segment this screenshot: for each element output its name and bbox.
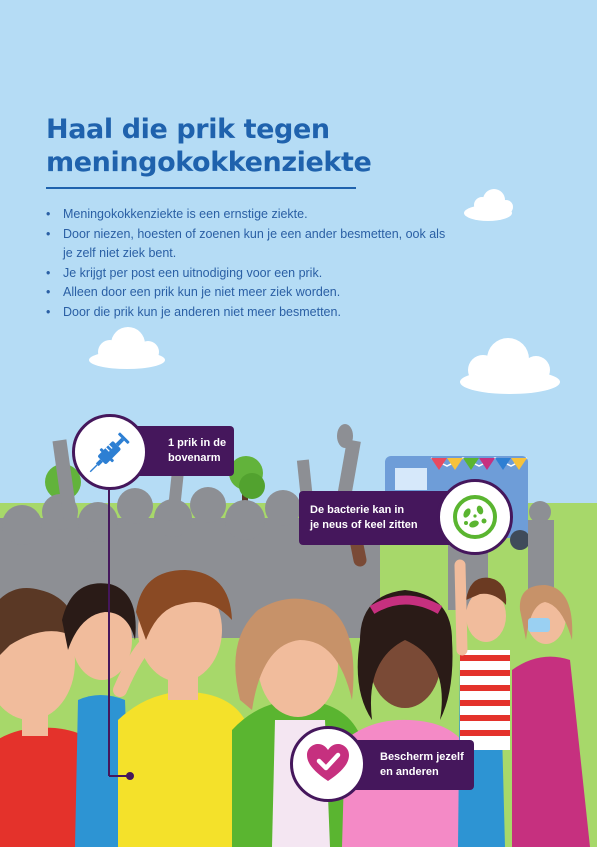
cloud-icon: [460, 338, 560, 394]
person-yellow-shirt: [118, 570, 250, 847]
cloud-icon: [89, 327, 165, 369]
list-item: • Je krijgt per post een uitnodiging voor een prik.: [46, 264, 446, 284]
list-item: • Door die prik kun je anderen niet meer besmetten.: [46, 303, 446, 323]
syringe-icon: [84, 426, 136, 478]
callout-icon-circle: [290, 726, 366, 802]
callout-icon-circle: [72, 414, 148, 490]
callout-text-line: bovenarm: [168, 452, 221, 464]
callout-injection: [70, 412, 235, 496]
list-item: • Door niezen, hoesten of zoenen kun je een ander besmetten, ook als je zelf niet ziek bent.: [46, 225, 446, 264]
callout-text-line: De bacterie kan in: [310, 504, 405, 516]
heart-check-icon: [305, 741, 351, 787]
list-item: • Alleen door een prik kun je niet meer ziek worden.: [46, 283, 446, 303]
bacteria-icon: [447, 489, 503, 545]
callout-text-line: en anderen: [380, 766, 439, 778]
callout-text-line: je neus of keel zitten: [310, 519, 418, 531]
callout-icon-circle: [437, 479, 513, 555]
title-line-2: meningokokkenziekte: [46, 147, 372, 178]
callout-label: [348, 740, 474, 790]
connector-dot: [126, 772, 134, 780]
page-title: [46, 113, 371, 179]
list-item: • Meningokokkenziekte is een ernstige ziekte.: [46, 205, 446, 225]
title-underline: [46, 187, 356, 189]
callout-text-line: 1 prik in de: [168, 437, 227, 449]
callout-text-line: Bescherm jezelf: [380, 751, 464, 763]
cloud-icon: [464, 189, 513, 221]
callout-protect: [288, 724, 478, 808]
title-line-1: Haal die prik tegen: [46, 114, 330, 145]
callout-bacteria: [297, 477, 517, 561]
info-list: [46, 205, 446, 323]
